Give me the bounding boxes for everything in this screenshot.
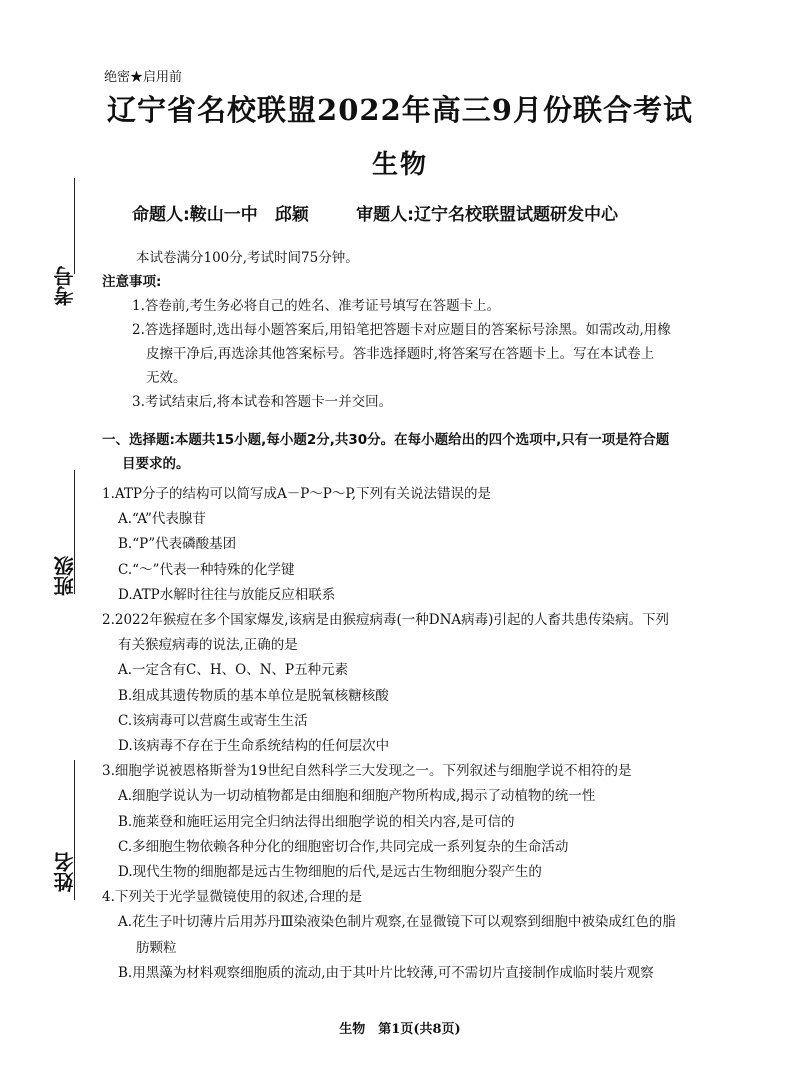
question-stem-continued: 有关猴痘病毒的说法,正确的是	[118, 637, 298, 654]
reviewer: 审题人:辽宁名校联盟试题研发中心	[356, 205, 618, 225]
page-footer: 生物 第1页(共8页)	[339, 1022, 461, 1037]
option-d: D.现代生物的细胞都是远古生物细胞的后代,是远古生物细胞分裂产生的	[118, 864, 542, 881]
option-b: B.施莱登和施旺运用完全归纳法得出细胞学说的相关内容,是可信的	[118, 813, 515, 830]
intro-text: 本试卷满分100分,考试时间75分钟。	[136, 250, 359, 266]
class-label: 班级	[53, 556, 77, 596]
question-4	[102, 885, 762, 986]
questions	[102, 482, 762, 986]
note-item-continued: 皮擦干净后,再选涂其他答案标号。答非选择题时,将答案写在答题卡上。写在本试卷上	[146, 346, 655, 362]
exam-number-line	[74, 178, 75, 274]
option-a: A.细胞学说认为一切动植物都是由细胞和细胞产物所构成,揭示了动植物的统一性	[118, 788, 596, 805]
question-stem: 4.下列关于光学显微镜使用的叙述,合理的是	[102, 889, 363, 906]
section-line-1: 一、选择题:本题共15小题,每小题2分,共30分。在每小题给出的四个选项中,只有一项是符合题	[102, 432, 670, 448]
notes-list	[102, 294, 762, 414]
note-item: 2.答选择题时,选出每小题答案后,用铅笔把答题卡对应题目的答案标号涂黑。如需改动,用橡	[132, 322, 671, 338]
secret-mark: 绝密★启用前	[104, 70, 183, 85]
exam-title: 辽宁省名校联盟2022年高三9月份联合考试	[107, 93, 693, 127]
name-label: 姓名	[53, 852, 77, 892]
author: 命题人:鞍山一中 邱颖	[132, 205, 309, 225]
option-c: C.“～”代表一种特殊的化学键	[118, 561, 295, 578]
option-a-continued: 肪颗粒	[136, 939, 177, 956]
option-d: D.该病毒不存在于生命系统结构的任何层次中	[118, 738, 390, 755]
question-stem: 3.细胞学说被恩格斯誉为19世纪自然科学三大发现之一。下列叙述与细胞学说不相符的是	[102, 763, 632, 780]
question-1	[102, 482, 762, 608]
option-b: B.“P”代表磷酸基团	[118, 536, 237, 553]
intro-block	[102, 246, 762, 414]
authors-line	[132, 200, 618, 225]
option-b: B.组成其遗传物质的基本单位是脱氧核糖核酸	[118, 687, 389, 704]
section-heading	[102, 428, 762, 476]
option-a: A.“A”代表腺苷	[118, 511, 206, 528]
option-c: C.多细胞生物依赖各种分化的细胞密切合作,共同完成一系列复杂的生命活动	[118, 838, 569, 855]
option-b: B.用黑藻为材料观察细胞质的流动,由于其叶片比较薄,可不需切片直接制作成临时装片观察	[118, 964, 654, 981]
note-item: 3.考试结束后,将本试卷和答题卡一并交回。	[132, 394, 393, 410]
question-stem: 2.2022年猴痘在多个国家爆发,该病是由猴痘病毒(一种DNA病毒)引起的人畜共患传染病。下列	[102, 612, 669, 629]
notes-heading: 注意事项:	[102, 274, 162, 290]
question-stem: 1.ATP分子的结构可以简写成A－P～P～P,下列有关说法错误的是	[102, 486, 492, 502]
option-c: C.该病毒可以营腐生或寄生生活	[118, 712, 308, 729]
option-d: D.ATP水解时往往与放能反应相联系	[118, 586, 336, 603]
subject-title: 生物	[371, 150, 428, 180]
option-a: A.一定含有C、H、O、N、P五种元素	[118, 662, 349, 679]
note-item-continued: 无效。	[146, 370, 187, 386]
option-a: A.花生子叶切薄片后用苏丹Ⅲ染液染色制片观察,在显微镜下可以观察到细胞中被染成红色的脂	[118, 914, 676, 931]
exam-number-label: 考号	[53, 266, 77, 306]
question-3	[102, 759, 762, 885]
question-2	[102, 608, 762, 759]
note-item: 1.答卷前,考生务必将自己的姓名、准考证号填写在答题卡上。	[132, 298, 501, 314]
section-line-2: 目要求的。	[122, 456, 190, 472]
